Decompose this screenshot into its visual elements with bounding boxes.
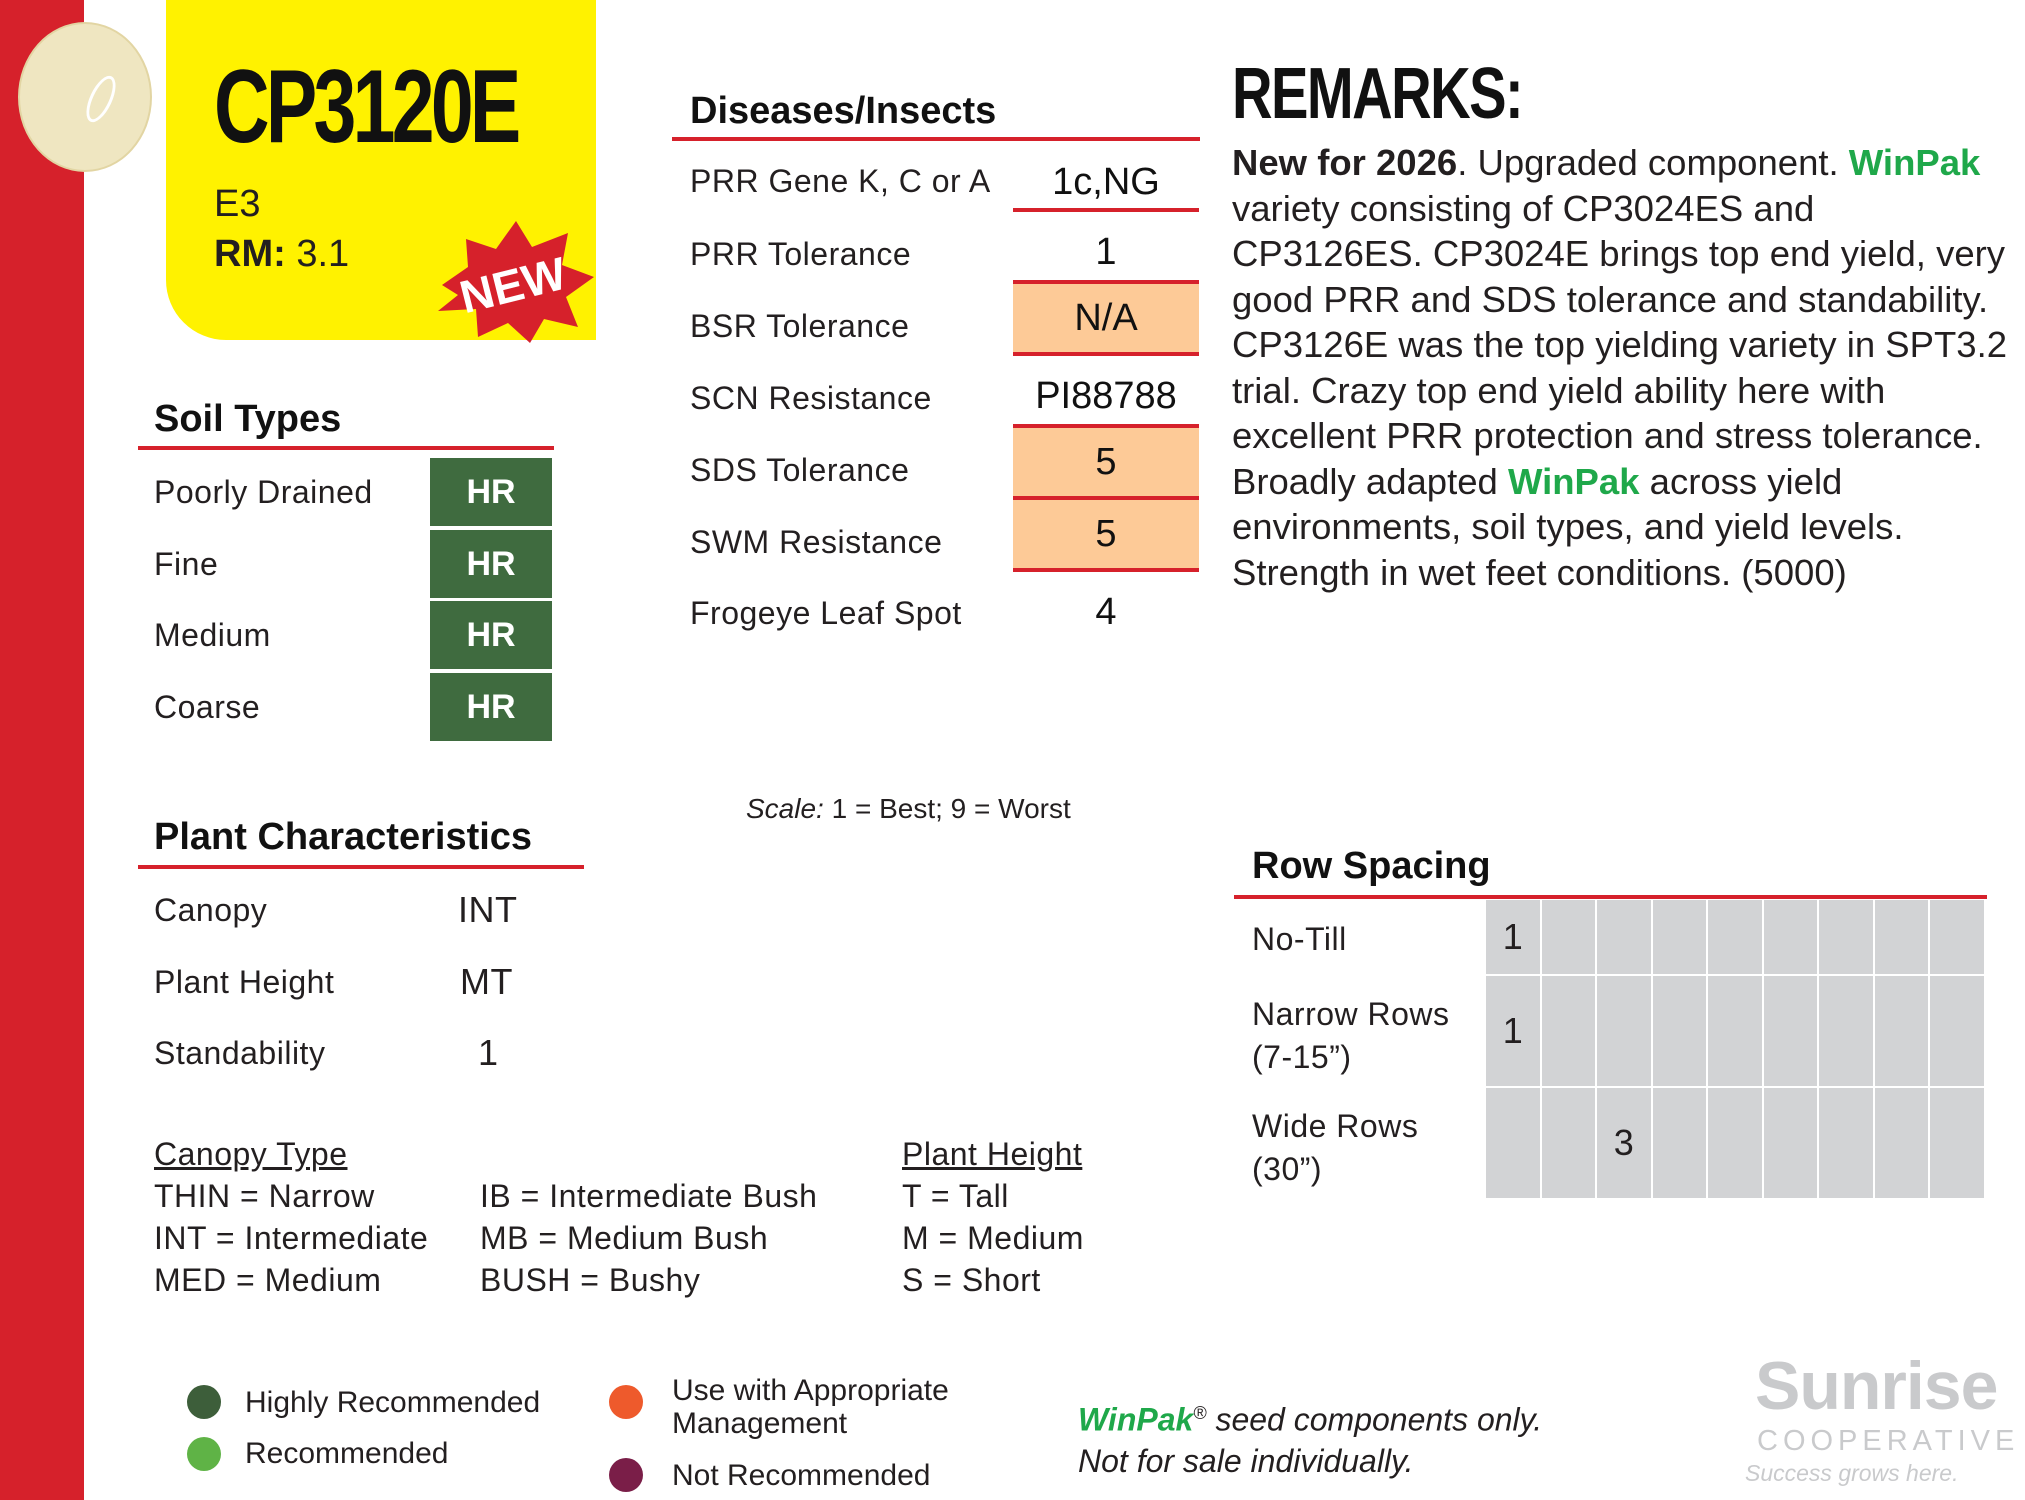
- characteristic-value-standability: 1: [478, 1032, 499, 1073]
- row-spacing-cell: [1597, 976, 1651, 1086]
- soil-rating-medium: HR: [430, 601, 552, 669]
- disease-label-prr-tolerance: PRR Tolerance: [690, 236, 912, 272]
- disease-label-swm-resistance: SWM Resistance: [690, 524, 943, 560]
- legend-label-recommended: Recommended: [245, 1437, 449, 1470]
- row-spacing-cell: [1764, 900, 1818, 974]
- row-spacing-label-no-till: No-Till: [1252, 921, 1347, 957]
- soil-types-rule: [138, 446, 554, 450]
- remarks-text: across yield environments, soil types, and yield levels. Strength in wet feet conditions. (5000): [1232, 460, 1904, 593]
- row-spacing-cell: [1542, 976, 1596, 1086]
- row-spacing-grid: [1486, 900, 1986, 1198]
- soil-rating-poorly-drained: HR: [430, 458, 552, 526]
- soil-label-medium: Medium: [154, 617, 271, 653]
- winpak-footnote-brand: WinPak: [1078, 1401, 1194, 1438]
- row-spacing-cell: [1875, 1088, 1929, 1198]
- plant-characteristics-rule: [138, 865, 584, 869]
- row-spacing-cell: [1542, 1088, 1596, 1198]
- row-spacing-cell: [1653, 1088, 1707, 1198]
- relative-maturity: [214, 235, 349, 273]
- canopy-key-item: MED = Medium: [154, 1262, 382, 1298]
- disease-value-bsr-tolerance: N/A: [1013, 284, 1199, 352]
- remarks-title: REMARKS:: [1232, 54, 1523, 134]
- trait-label: E3: [214, 183, 261, 225]
- row-spacing-cell: [1653, 900, 1707, 974]
- rm-label: RM:: [214, 233, 286, 275]
- diseases-rule: [672, 137, 1200, 141]
- disease-label-scn-resistance: SCN Resistance: [690, 380, 932, 416]
- disease-rule: [1013, 352, 1199, 356]
- row-spacing-label-narrow-range: (7-15”): [1252, 1039, 1352, 1075]
- row-spacing-cell: [1708, 1088, 1762, 1198]
- soil-types-title: Soil Types: [154, 398, 342, 440]
- legend-label-not-recommended: Not Recommended: [672, 1459, 931, 1492]
- disease-label-prr-gene: PRR Gene K, C or A: [690, 163, 991, 199]
- row-spacing-cell: [1930, 900, 1984, 974]
- new-badge: [428, 215, 598, 345]
- scale-label: Scale:: [746, 793, 824, 824]
- row-spacing-cell: 3: [1597, 1088, 1651, 1198]
- row-spacing-rule: [1234, 895, 1987, 899]
- winpak-footnote: [1078, 1393, 1542, 1482]
- characteristic-label-standability: Standability: [154, 1035, 326, 1071]
- soybean-seed-icon: [18, 22, 152, 172]
- canopy-key-item: BUSH = Bushy: [480, 1262, 701, 1298]
- disease-value-swm-resistance: 5: [1013, 500, 1199, 568]
- row-spacing-cell: [1764, 976, 1818, 1086]
- row-spacing-label-wide: Wide Rows: [1252, 1108, 1419, 1144]
- soil-label-fine: Fine: [154, 546, 219, 582]
- legend-label-appropriate-management: Use with Appropriate Management: [672, 1374, 949, 1440]
- row-spacing-cell: [1708, 900, 1762, 974]
- characteristic-label-plant-height: Plant Height: [154, 964, 335, 1000]
- rating-scale-note: [746, 795, 1071, 823]
- row-spacing-label-wide-range: (30”): [1252, 1151, 1323, 1187]
- registered-mark: ®: [1193, 1403, 1207, 1423]
- characteristic-label-canopy: Canopy: [154, 892, 268, 928]
- disease-rule: [1013, 208, 1199, 212]
- disease-label-bsr-tolerance: BSR Tolerance: [690, 308, 910, 344]
- row-spacing-label-narrow: Narrow Rows: [1252, 996, 1450, 1032]
- disease-value-frogeye: 4: [1095, 590, 1117, 633]
- footnote-text: Not for sale individually.: [1078, 1442, 1414, 1479]
- rm-value: 3.1: [296, 233, 350, 275]
- footnote-text: seed components only.: [1206, 1401, 1543, 1438]
- row-spacing-cell: [1708, 976, 1762, 1086]
- logo-tagline: Success grows here.: [1745, 1460, 1959, 1486]
- canopy-key-item: INT = Intermediate: [154, 1220, 429, 1256]
- winpak-brand: WinPak: [1507, 460, 1640, 502]
- remarks-lead: New for 2026: [1232, 142, 1458, 183]
- scale-text: 1 = Best; 9 = Worst: [831, 793, 1071, 824]
- row-spacing-title: Row Spacing: [1252, 845, 1491, 887]
- remarks-text: . Upgraded component.: [1457, 142, 1849, 183]
- plant-height-key-title: Plant Height: [902, 1136, 1083, 1172]
- disease-value-scn-resistance: PI88788: [1035, 374, 1177, 417]
- disease-label-sds-tolerance: SDS Tolerance: [690, 452, 910, 488]
- sunrise-logo: Sunrise: [1755, 1348, 1998, 1424]
- row-spacing-cell: 1: [1486, 976, 1540, 1086]
- row-spacing-cell: [1819, 900, 1873, 974]
- row-spacing-cell: [1653, 976, 1707, 1086]
- cooperative-logo-text: COOPERATIVE: [1757, 1425, 2020, 1457]
- row-spacing-cell: [1875, 976, 1929, 1086]
- legend-label-highly-recommended: Highly Recommended: [245, 1386, 541, 1419]
- disease-label-frogeye: Frogeye Leaf Spot: [690, 595, 962, 631]
- disease-value-prr-tolerance: 1: [1095, 230, 1117, 273]
- row-spacing-cell: [1764, 1088, 1818, 1198]
- height-key-item: M = Medium: [902, 1220, 1084, 1256]
- winpak-brand: WinPak: [1848, 142, 1981, 183]
- disease-value-prr-gene: 1c,NG: [1052, 160, 1160, 203]
- canopy-key-item: MB = Medium Bush: [480, 1220, 769, 1256]
- legend-dot-recommended: [187, 1437, 221, 1471]
- row-spacing-cell: [1875, 900, 1929, 974]
- characteristic-value-canopy: INT: [458, 889, 518, 930]
- row-spacing-cell: 1: [1486, 900, 1540, 974]
- soil-label-poorly-drained: Poorly Drained: [154, 474, 373, 510]
- soil-rating-fine: HR: [430, 530, 552, 598]
- soil-label-coarse: Coarse: [154, 689, 261, 725]
- characteristic-value-plant-height: MT: [460, 961, 513, 1002]
- disease-rule: [1013, 568, 1199, 572]
- left-accent-bar: [0, 0, 84, 1500]
- height-key-item: T = Tall: [902, 1178, 1009, 1214]
- legend-dot-not-recommended: [609, 1458, 643, 1492]
- canopy-type-key-title: Canopy Type: [154, 1136, 348, 1172]
- variety-name: CP3120E: [214, 49, 518, 165]
- row-spacing-cell: [1486, 1088, 1540, 1198]
- soil-rating-coarse: HR: [430, 673, 552, 741]
- row-spacing-cell: [1930, 1088, 1984, 1198]
- row-spacing-cell: [1819, 976, 1873, 1086]
- disease-value-sds-tolerance: 5: [1013, 428, 1199, 496]
- canopy-key-item: THIN = Narrow: [154, 1178, 375, 1214]
- remarks-text: variety consisting of CP3024ES and CP3126ES. CP3024E brings top end yield, very good PRR and SDS tolerance and standability. CP3126E was the top yielding variety in SPT3.2 trial. Crazy top end yield ability here with excellent PRR protection and stress tolerance. Broadly adapted: [1232, 187, 2008, 502]
- new-badge-text: NEW: [454, 246, 572, 324]
- legend-dot-appropriate-management: [609, 1385, 643, 1419]
- row-spacing-cell: [1597, 900, 1651, 974]
- height-key-item: S = Short: [902, 1262, 1041, 1298]
- legend-dot-highly-recommended: [187, 1385, 221, 1419]
- row-spacing-cell: [1930, 976, 1984, 1086]
- diseases-title: Diseases/Insects: [690, 90, 997, 132]
- plant-characteristics-title: Plant Characteristics: [154, 816, 533, 858]
- row-spacing-cell: [1542, 900, 1596, 974]
- remarks-body: [1232, 140, 2012, 595]
- row-spacing-cell: [1819, 1088, 1873, 1198]
- canopy-key-item: IB = Intermediate Bush: [480, 1178, 818, 1214]
